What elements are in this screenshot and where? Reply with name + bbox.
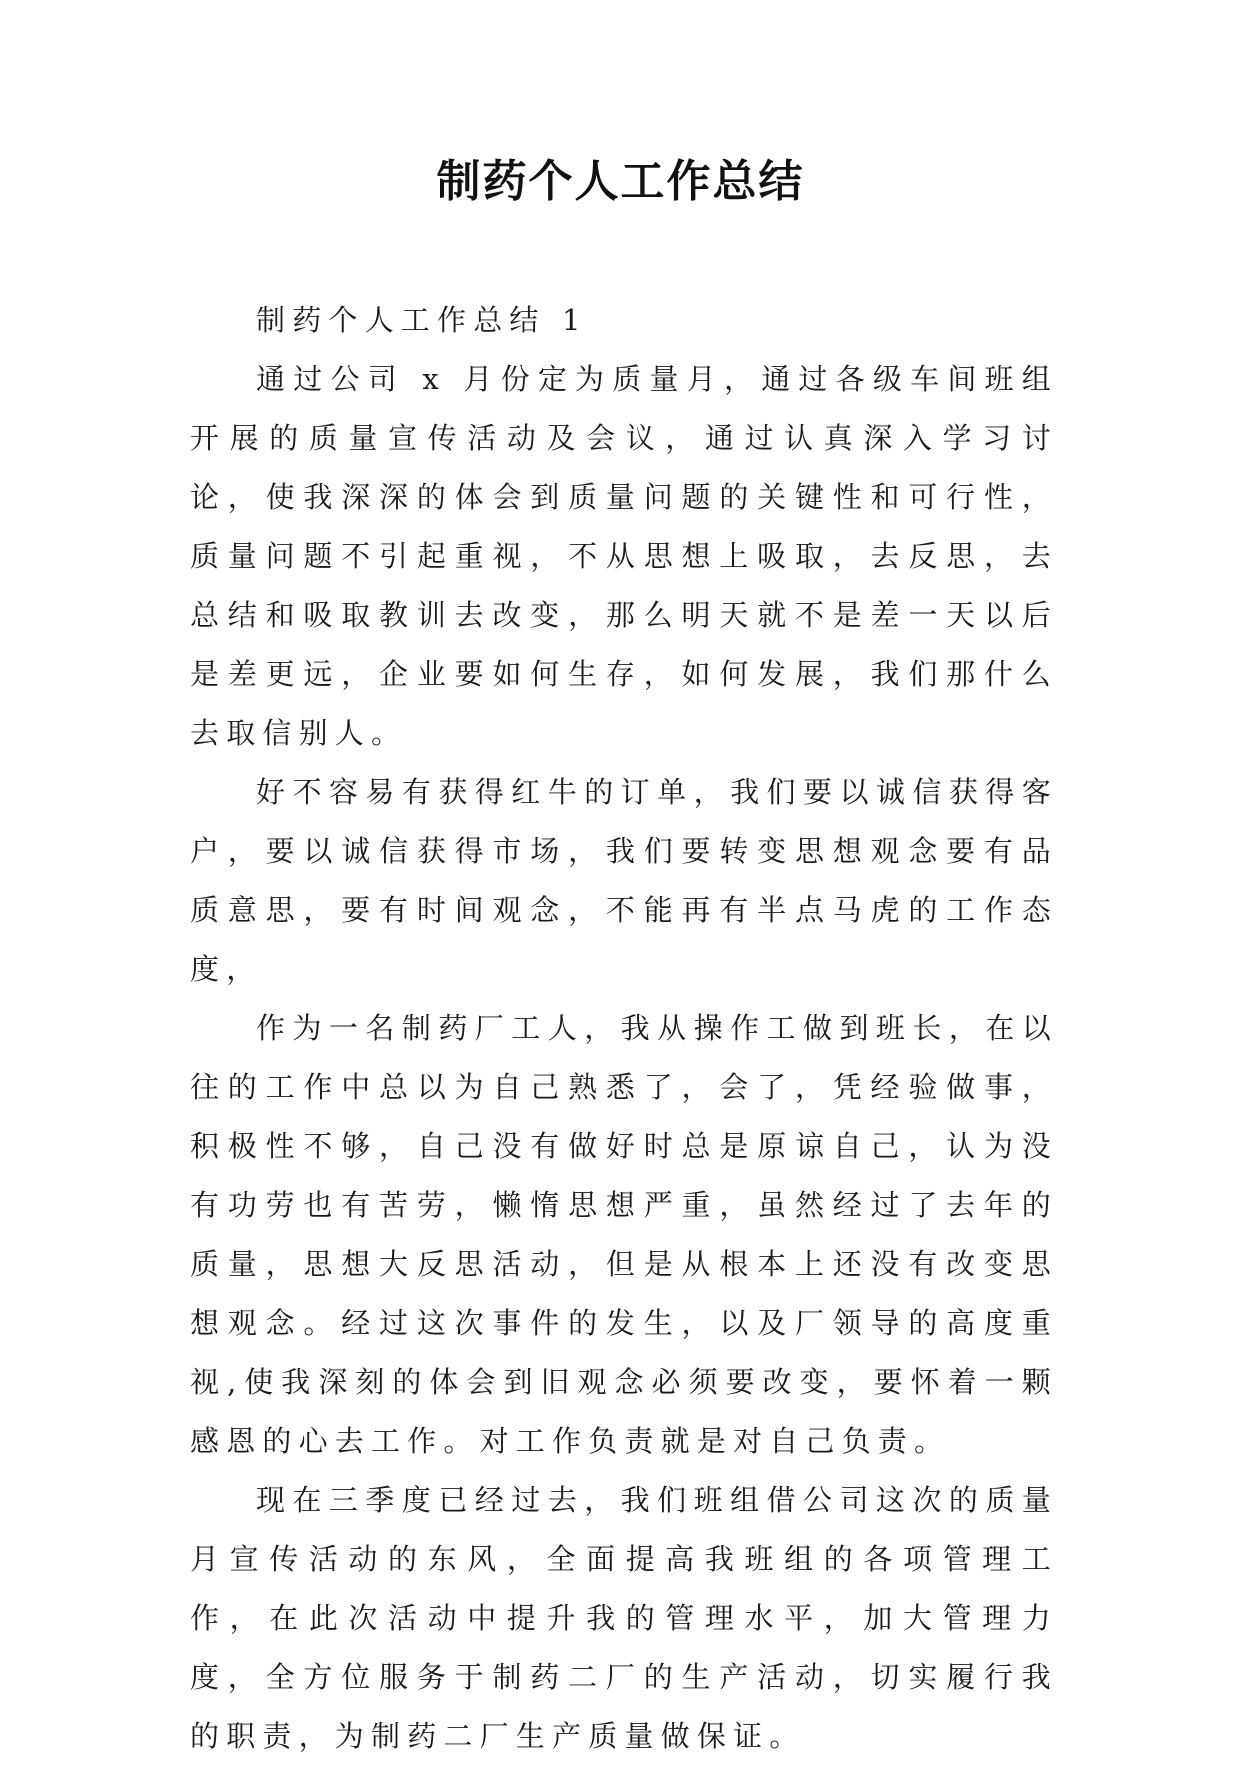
paragraph-4: 现在三季度已经过去，我们班组借公司这次的质量月宣传活动的东风，全面提高我班组的各项管理工作，在此次活动中提升我的管理水平，加大管理力度，全方位服务于制药二厂的生产活动，切实履行我的职责，为制药二厂生产质量做保证。: [190, 1483, 1058, 1753]
document-title: 制药个人工作总结: [436, 156, 805, 207]
document-body: [190, 291, 1058, 1766]
paragraph-2: 好不容易有获得红牛的订单，我们要以诚信获得客户，要以诚信获得市场，我们要转变思想观念要有品质意思，要有时间观念，不能再有半点马虎的工作态度，: [190, 775, 1058, 986]
paragraph-3: 作为一名制药厂工人，我从操作工做到班长，在以往的工作中总以为自己熟悉了，会了，凭经验做事，积极性不够，自己没有做好时总是原谅自己，认为没有功劳也有苦劳，懒惰思想严重，虽然经过了去年的质量，思想大反思活动，但是从根本上还没有改变思想观念。经过这次事件的发生，以及厂领导的高度重视,使我深刻的体会到旧观念必须要改变，要怀着一颗感恩的心去工作。对工作负责就是对自己负责。: [190, 1011, 1058, 1458]
section-heading: 制药个人工作总结 1: [256, 303, 588, 337]
paragraph-1: 通过公司 x 月份定为质量月，通过各级车间班组开展的质量宣传活动及会议，通过认真深入学习讨论，使我深深的体会到质量问题的关键性和可行性，质量问题不引起重视，不从思想上吸取，去反思，去总结和吸取教训去改变，那么明天就不是差一天以后是差更远，企业要如何生存，如何发展，我们那什么去取信别人。: [190, 362, 1058, 750]
